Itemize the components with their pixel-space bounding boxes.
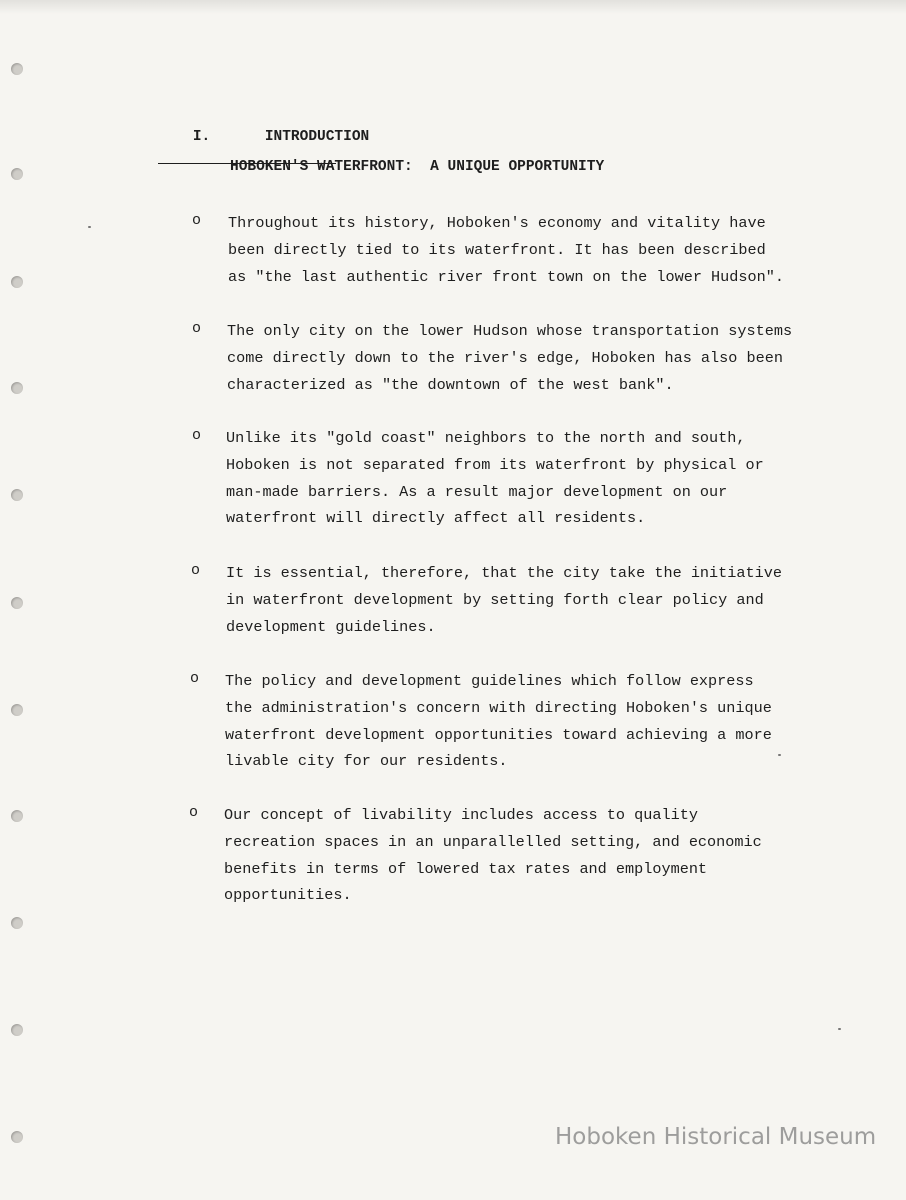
bullet-text: Throughout its history, Hoboken's economy and vitality have been directly tied to its waterfront. It has been described as "the last authentic river front town on the lower Hudson". — [228, 214, 784, 286]
binder-hole — [11, 276, 23, 288]
bullet-text: Our concept of livability includes access to quality recreation spaces in an unparallelled setting, and economic benefits in terms of lowered tax rates and employment opportunities. — [224, 806, 762, 905]
bullet-marker: o — [192, 427, 202, 444]
bullet-text: It is essential, therefore, that the city take the initiative in waterfront development by setting forth clear policy and development guidelines. — [226, 564, 782, 636]
bullet-marker: o — [191, 562, 201, 579]
paper-speck — [88, 226, 91, 228]
bullet-marker: o — [192, 320, 202, 337]
binder-hole — [11, 917, 23, 929]
bullet-text: The only city on the lower Hudson whose transportation systems come directly down to the river's edge, Hoboken has also been characterized as "the downtown of the west bank". — [227, 322, 793, 394]
binder-hole — [11, 810, 23, 822]
section-heading — [158, 113, 369, 196]
binder-hole — [11, 382, 23, 394]
binder-hole — [11, 489, 23, 501]
binder-hole — [11, 597, 23, 609]
bullet-marker: o — [192, 212, 202, 229]
page-top-edge — [0, 0, 906, 14]
section-number: I. — [192, 129, 211, 145]
bullet-text: The policy and development guidelines which follow express the administration's concern with directing Hoboken's unique waterfront development opportunities toward achieving a more livable city for our residents. — [225, 672, 772, 771]
binder-hole — [11, 1024, 23, 1036]
binder-hole — [11, 63, 23, 75]
bullet-marker: o — [189, 804, 199, 821]
paper-speck — [778, 754, 781, 756]
binder-hole — [11, 704, 23, 716]
paper-speck — [838, 1028, 841, 1030]
binder-hole — [11, 1131, 23, 1143]
section-title: INTRODUCTION — [264, 129, 370, 145]
watermark: Hoboken Historical Museum — [555, 1124, 877, 1150]
bullet-text: Unlike its "gold coast" neighbors to the north and south, Hoboken is not separated from its waterfront by physical or man-made barriers. As a result major development on our waterfront will directly affect all residents. — [226, 429, 764, 528]
subheading: HOBOKEN'S WATERFRONT: A UNIQUE OPPORTUNITY — [230, 159, 605, 175]
bullet-marker: o — [190, 670, 200, 687]
binder-hole — [11, 168, 23, 180]
